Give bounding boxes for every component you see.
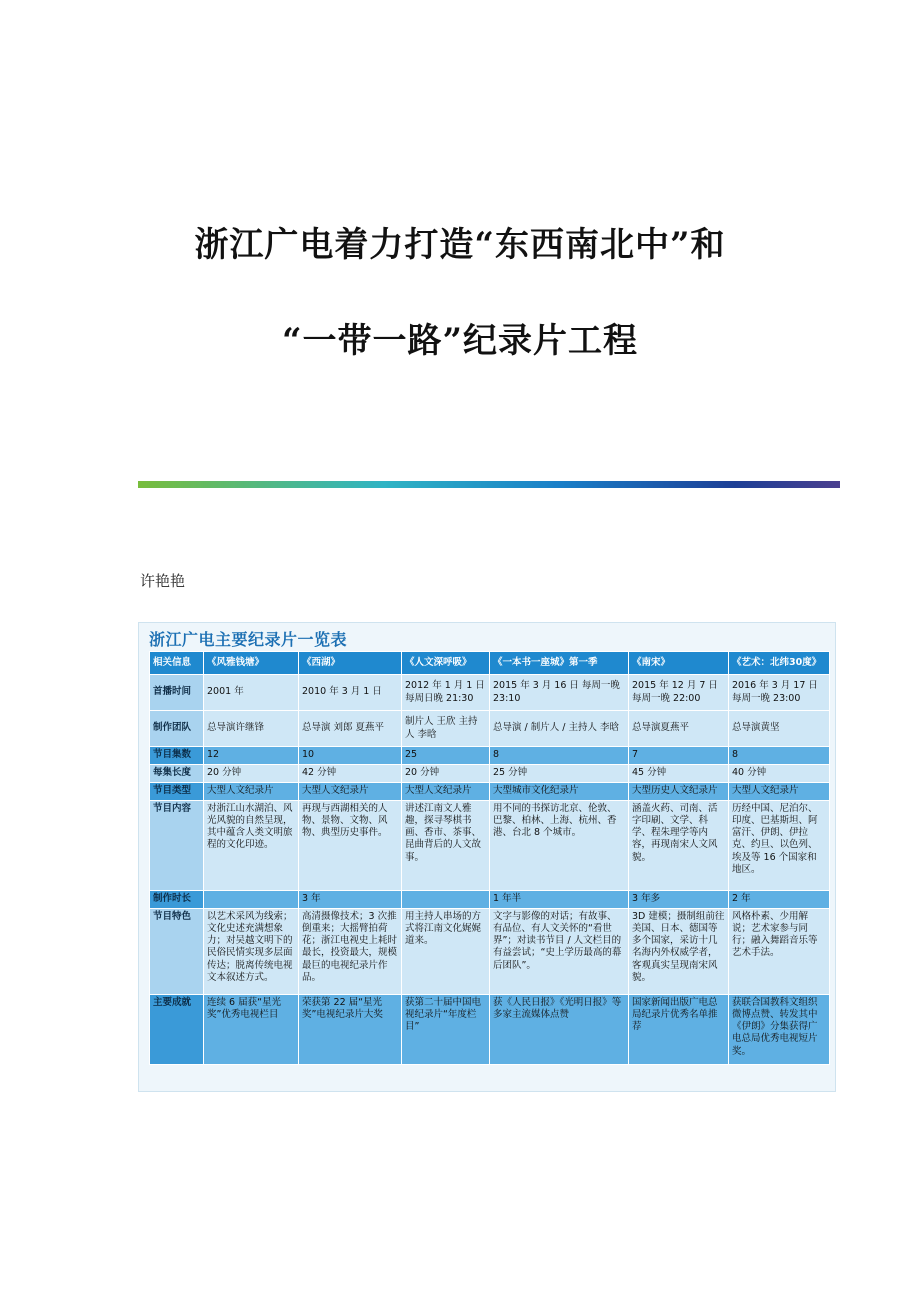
table-cell: 2012 年 1 月 1 日 每周日晚 21:30 xyxy=(402,675,490,711)
table-cell: 大型历史人文纪录片 xyxy=(629,783,729,801)
table-cell: 40 分钟 xyxy=(729,765,830,783)
table-cell: 2 年 xyxy=(729,891,830,909)
table-cell: 用主持人串场的方式将江南文化娓娓道来。 xyxy=(402,909,490,995)
table-cell: 20 分钟 xyxy=(204,765,299,783)
table-cell: 42 分钟 xyxy=(299,765,402,783)
table-cell: 大型人文纪录片 xyxy=(299,783,402,801)
table-cell: 2010 年 3 月 1 日 xyxy=(299,675,402,711)
table-cell: 2015 年 3 月 16 日 每周一晚 23:10 xyxy=(490,675,629,711)
table-cell: 7 xyxy=(629,747,729,765)
table-cell: 风格朴素、少用解说；艺术家参与同行；融入舞蹈音乐等艺术手法。 xyxy=(729,909,830,995)
table-row xyxy=(150,675,830,711)
table-cell xyxy=(204,891,299,909)
table-cell: 3D 建模；摄制组前往美国、日本、德国等多个国家，采访十几名海内外权威学者，客观真实呈现南宋风貌。 xyxy=(629,909,729,995)
documentary-table-figure xyxy=(138,622,836,1092)
table-row xyxy=(150,747,830,765)
table-cell: 大型城市文化纪录片 xyxy=(490,783,629,801)
table-cell: 总导演 刘郎 夏燕平 xyxy=(299,711,402,747)
header-cell: 《艺术：北纬30度》 xyxy=(729,652,830,675)
table-cell: 对浙江山水湖泊、风光风貌的自然呈现，其中蕴含人类文明旅程的文化印迹。 xyxy=(204,801,299,891)
table-cell: 国家新闻出版广电总局纪录片优秀名单推荐 xyxy=(629,995,729,1065)
table-cell: 荣获第 22 届“星光奖”电视纪录片大奖 xyxy=(299,995,402,1065)
table-cell: 1 年半 xyxy=(490,891,629,909)
table-row xyxy=(150,909,830,995)
table-row xyxy=(150,711,830,747)
table-cell: 20 分钟 xyxy=(402,765,490,783)
row-label: 制作团队 xyxy=(150,711,204,747)
table-cell: 2001 年 xyxy=(204,675,299,711)
header-cell: 《人文深呼吸》 xyxy=(402,652,490,675)
table-cell: 8 xyxy=(490,747,629,765)
table-cell: 再现与西湖相关的人物、景物、文物、风物、典型历史事件。 xyxy=(299,801,402,891)
table-cell: 45 分钟 xyxy=(629,765,729,783)
table-cell: 连续 6 届获“星光奖”优秀电视栏目 xyxy=(204,995,299,1065)
table-cell: 以艺术采风为线索；文化史述充满想象力；对吴越文明下的民俗民情实现多层面传达；脱离传统电视文本叙述方式。 xyxy=(204,909,299,995)
table-cell xyxy=(402,891,490,909)
table-cell: 总导演 / 制片人 / 主持人 李晗 xyxy=(490,711,629,747)
table-cell: 制片人 王欣 主持人 李晗 xyxy=(402,711,490,747)
table-cell: 高清摄像技术；3 次推倒重来；大摇臂拍荷花；浙江电视史上耗时最长，投资最大，规模最巨的电视纪录片作品。 xyxy=(299,909,402,995)
table-cell: 总导演夏燕平 xyxy=(629,711,729,747)
table-row xyxy=(150,801,830,891)
table-cell: 大型人文纪录片 xyxy=(204,783,299,801)
table-cell: 历经中国、尼泊尔、印度、巴基斯坦、阿富汗、伊朗、伊拉克、约旦、以色列、埃及等 16 个国家和地区。 xyxy=(729,801,830,891)
table-cell: 文字与影像的对话；有故事、有品位、有人文关怀的“看世界”；对读书节目 / 人文栏目的有益尝试；“史上学历最高的幕后团队”。 xyxy=(490,909,629,995)
row-label: 每集长度 xyxy=(150,765,204,783)
table-row xyxy=(150,891,830,909)
table-header-row xyxy=(150,652,830,675)
table-cell: 大型人文纪录片 xyxy=(729,783,830,801)
table-cell: 12 xyxy=(204,747,299,765)
table-cell: 获联合国教科文组织微博点赞、转发其中《伊朗》分集获得广电总局优秀电视短片奖。 xyxy=(729,995,830,1065)
table-row xyxy=(150,765,830,783)
table-cell: 10 xyxy=(299,747,402,765)
table-cell: 涵盖火药、司南、活字印刷、文学、科学、程朱理学等内容，再现南宋人文风貌。 xyxy=(629,801,729,891)
table-cell: 获第二十届中国电视纪录片“年度栏目” xyxy=(402,995,490,1065)
table-title: 浙江广电主要纪录片一览表 xyxy=(149,630,348,649)
header-cell: 《一本书一座城》第一季 xyxy=(490,652,629,675)
row-label: 制作时长 xyxy=(150,891,204,909)
row-label: 节目内容 xyxy=(150,801,204,891)
page-title-line-1: 浙江广电着力打造“东西南北中”和 xyxy=(194,225,726,265)
row-label: 主要成就 xyxy=(150,995,204,1065)
header-cell: 《西湖》 xyxy=(299,652,402,675)
table-cell: 25 xyxy=(402,747,490,765)
header-cell: 《南宋》 xyxy=(629,652,729,675)
row-label: 节目类型 xyxy=(150,783,204,801)
header-cell: 《风雅钱塘》 xyxy=(204,652,299,675)
table-cell: 大型人文纪录片 xyxy=(402,783,490,801)
row-label: 首播时间 xyxy=(150,675,204,711)
header-cell: 相关信息 xyxy=(150,652,204,675)
table-cell: 总导演黄坚 xyxy=(729,711,830,747)
documentary-table xyxy=(149,651,830,1065)
table-cell: 3 年 xyxy=(299,891,402,909)
table-cell: 2016 年 3 月 17 日 每周一晚 23:00 xyxy=(729,675,830,711)
table-cell: 3 年多 xyxy=(629,891,729,909)
table-cell: 8 xyxy=(729,747,830,765)
table-cell: 总导演许继锋 xyxy=(204,711,299,747)
row-label: 节目集数 xyxy=(150,747,204,765)
gradient-divider xyxy=(138,481,840,488)
table-cell: 获《人民日报》《光明日报》等多家主流媒体点赞 xyxy=(490,995,629,1065)
author-name: 许艳艳 xyxy=(140,572,186,590)
table-cell: 用不同的书探访北京、伦敦、巴黎、柏林、上海、杭州、香港、台北 8 个城市。 xyxy=(490,801,629,891)
table-row xyxy=(150,783,830,801)
row-label: 节目特色 xyxy=(150,909,204,995)
page-title-line-2: “一带一路”纪录片工程 xyxy=(281,321,639,361)
table-cell: 2015 年 12 月 7 日 每周一晚 22:00 xyxy=(629,675,729,711)
table-row xyxy=(150,995,830,1065)
table-cell: 讲述江南文人雅趣，探寻琴棋书画、香市、茶事、昆曲背后的人文故事。 xyxy=(402,801,490,891)
table-cell: 25 分钟 xyxy=(490,765,629,783)
